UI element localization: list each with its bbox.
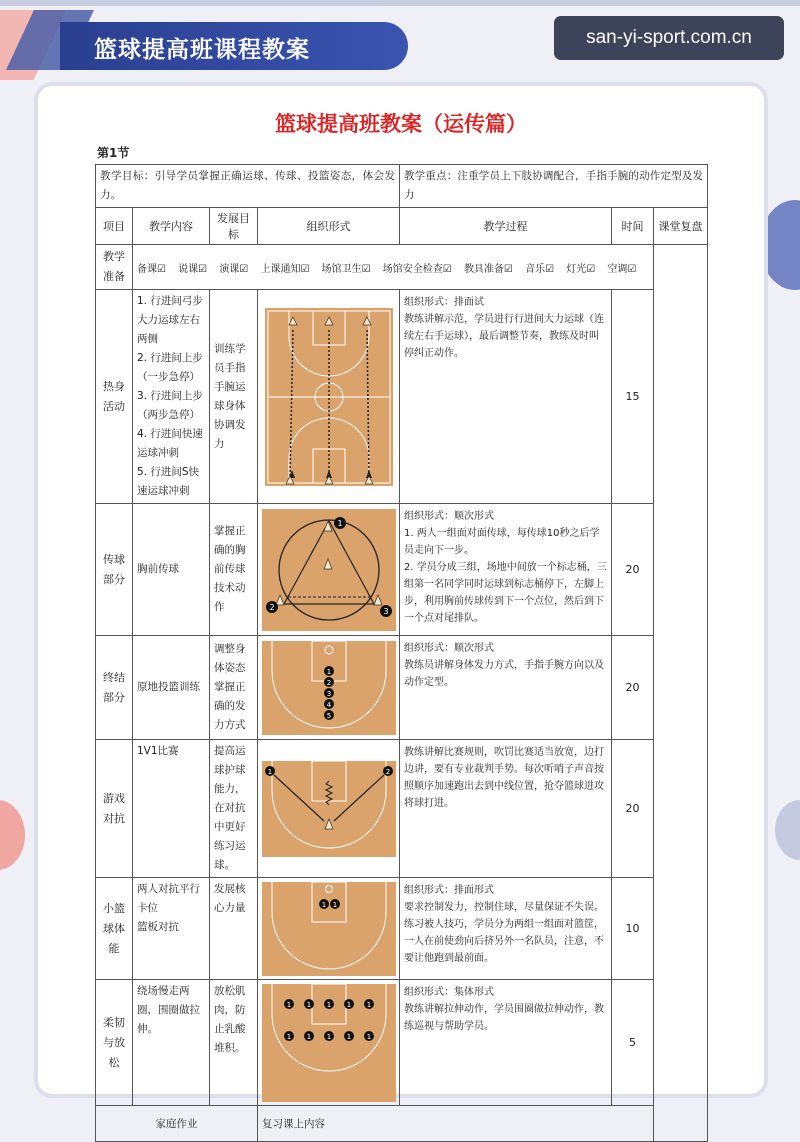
diagram-fitness: [258, 878, 400, 980]
process-line: 组织形式：排面试: [404, 297, 484, 308]
content-finishing: 原地投篮训练: [133, 636, 210, 740]
svg-text:1: 1: [336, 518, 343, 528]
stage-game: 游戏对抗: [96, 740, 133, 878]
lesson-plan-table: [95, 164, 708, 1142]
time-fitness: 10: [612, 878, 654, 980]
player-marker: [284, 999, 294, 1009]
svg-text:3: 3: [326, 689, 331, 698]
svg-text:2: 2: [385, 767, 390, 776]
svg-text:1: 1: [321, 900, 326, 909]
site-watermark: san-yi-sport.com.cn: [554, 16, 784, 60]
prep-check-item: 灯光☑: [566, 263, 596, 275]
decor-circle-right: [760, 200, 800, 290]
process-finishing: [400, 636, 612, 740]
player-marker: [364, 999, 374, 1009]
lesson-plan-card: [38, 86, 764, 1130]
prep-check-item: 场馆卫生☑: [321, 263, 371, 275]
player-marker: [304, 999, 314, 1009]
prep-check-item: 备课☑: [137, 263, 166, 275]
process-line: 组织形式：顺次形式: [404, 643, 494, 654]
court-diagram-box-out: [262, 882, 396, 976]
content-line: 5. 行进间S快速运球冲刺: [137, 466, 200, 497]
teaching-focus: 教学重点：注重学员上下肢协调配合，手指手腕的动作定型及发力: [400, 165, 708, 208]
court-diagram-passing: [262, 509, 396, 631]
svg-text:1: 1: [306, 1000, 311, 1009]
review-cell: [654, 245, 708, 1142]
header-item: 项目: [96, 208, 133, 245]
svg-text:1: 1: [286, 1032, 291, 1041]
top-strip: [0, 0, 800, 6]
court-diagram-stretch: [262, 984, 396, 1102]
svg-text:5: 5: [326, 711, 331, 720]
player-marker: [324, 677, 334, 687]
diagram-game: [258, 740, 400, 878]
content-line: 3. 行进间上步（两步急停）: [137, 390, 203, 421]
content-warmup: [133, 290, 210, 504]
process-line: 组织形式：排面形式: [404, 885, 494, 896]
player-marker: [304, 1031, 314, 1041]
diagram-passing: [258, 504, 400, 636]
header-time: 时间: [612, 208, 654, 245]
process-passing: [400, 504, 612, 636]
header-content: 教学内容: [133, 208, 210, 245]
prep-check-item: 场馆安全检查☑: [382, 263, 452, 275]
player-marker: [324, 999, 334, 1009]
svg-text:2: 2: [268, 602, 275, 612]
time-warmup: 15: [612, 290, 654, 504]
homework-value: 复习课上内容: [258, 1106, 708, 1142]
player-marker: [324, 1031, 334, 1041]
stage-passing: 传球部分: [96, 504, 133, 636]
player-marker: [324, 699, 334, 709]
process-line: 组织形式：顺次形式: [404, 511, 494, 522]
prep-checklist: [133, 245, 654, 290]
diagram-finishing: [258, 636, 400, 740]
goal-cooldown: 放松肌肉，防止乳酸堆积。: [210, 980, 258, 1106]
player-marker: [265, 766, 275, 776]
player-marker: [364, 1031, 374, 1041]
stage-cooldown: 柔韧与放松: [96, 980, 133, 1106]
player-marker: [334, 517, 346, 529]
time-cooldown: 5: [612, 980, 654, 1106]
decor-circle-right-lower: [775, 800, 800, 860]
player-marker: [324, 710, 334, 720]
prep-check-item: 教具准备☑: [463, 263, 513, 275]
svg-text:1: 1: [286, 1000, 291, 1009]
svg-text:3: 3: [382, 606, 389, 616]
prep-check-item: 空调☑: [607, 263, 637, 275]
player-marker: [266, 601, 278, 613]
court-diagram-dribble: [265, 308, 393, 486]
svg-text:1: 1: [326, 1000, 331, 1009]
process-fitness: [400, 878, 612, 980]
player-marker: [344, 1031, 354, 1041]
court-floor: [262, 882, 396, 976]
prep-check-item: 音乐☑: [525, 263, 555, 275]
stage-finishing: 终结部分: [96, 636, 133, 740]
player-marker: [324, 666, 334, 676]
svg-text:1: 1: [366, 1032, 371, 1041]
time-finishing: 20: [612, 636, 654, 740]
content-line: 两人对抗平行卡位: [137, 883, 200, 914]
svg-text:1: 1: [326, 1032, 331, 1041]
court-diagram-1v1: [262, 761, 396, 857]
svg-text:1: 1: [366, 1000, 371, 1009]
goal-passing: 掌握正确的胸前传球技术动作: [210, 504, 258, 636]
process-line: 教练讲解拉伸动作，学员围圈做拉伸动作，教练巡视与帮助学员。: [404, 1004, 604, 1032]
prep-check-item: 演课☑: [219, 263, 249, 275]
player-marker: [383, 766, 393, 776]
document-title: 篮球提高班教案（运传篇）: [275, 112, 527, 136]
svg-text:1: 1: [267, 767, 272, 776]
header-org: 组织形式: [258, 208, 400, 245]
svg-text:1: 1: [332, 900, 337, 909]
prep-check-item: 说课☑: [178, 263, 208, 275]
diagram-cooldown: [258, 980, 400, 1106]
time-passing: 20: [612, 504, 654, 636]
svg-text:1: 1: [346, 1032, 351, 1041]
process-line: 教练讲解示范，学员进行行进间大力运球（连续左右手运球），最后调整节奏，教练及时叫停纠正动作。: [404, 314, 604, 359]
process-line: 教练员讲解身体发力方式，手指手腕方向以及动作定型。: [404, 660, 604, 688]
process-warmup: [400, 290, 612, 504]
process-line: 1. 两人一组面对面传球，每传球10秒之后学员走向下一步。: [404, 528, 600, 556]
player-marker: [344, 999, 354, 1009]
process-line: 组织形式：集体形式: [404, 987, 494, 998]
content-fitness: [133, 878, 210, 980]
content-game: 1V1比赛: [133, 740, 210, 878]
player-marker: [330, 899, 340, 909]
content-passing: 胸前传球: [133, 504, 210, 636]
goal-finishing: 调整身体姿态掌握正确的发力方式: [210, 636, 258, 740]
content-cooldown: 绕场慢走两圈，围圈做拉伸。: [133, 980, 210, 1106]
banner-title: 篮球提高班课程教案: [94, 37, 310, 63]
player-marker: [324, 688, 334, 698]
svg-text:1: 1: [346, 1000, 351, 1009]
content-line: 篮板对抗: [137, 921, 179, 933]
prep-label: 教学准备: [96, 245, 133, 290]
goal-fitness: 发展核心力量: [210, 878, 258, 980]
content-line: 2. 行进间上步（一步急停）: [137, 352, 203, 383]
header-process: 教学过程: [400, 208, 612, 245]
decor-circle-left: [0, 800, 25, 870]
header-dev-goal: 发展目标: [210, 208, 258, 245]
goal-game: 提高运球护球能力，在对抗中更好练习运球。: [210, 740, 258, 878]
svg-text:1: 1: [306, 1032, 311, 1041]
stage-warmup: 热身活动: [96, 290, 133, 504]
header-review: 课堂复盘: [654, 208, 708, 245]
process-line: 教练讲解比赛规则，吹罚比赛适当放宽，边打边讲，要有专业裁判手势。每次听哨子声音按照顺序加速跑出去到中线位置，抢夺篮球进攻将球打进。: [404, 747, 604, 809]
process-cooldown: [400, 980, 612, 1106]
teaching-goal: 教学目标：引导学员掌握正确运球、传球、投篮姿态，体会发力。: [96, 165, 400, 208]
process-line: 要求控制发力，控制住球，尽量保证不失误。练习被人技巧，学员分为两组一组面对篮筐，一人在前使劲向后挤另外一名队员，注意，不要让他跑到最前面。: [404, 902, 604, 964]
header-banner: [60, 22, 408, 70]
homework-label: 家庭作业: [96, 1106, 258, 1142]
prep-check-item: 上课通知☑: [260, 263, 310, 275]
section-label: 第1节: [97, 146, 130, 160]
court-diagram-shooting: [262, 641, 396, 735]
player-marker: [284, 1031, 294, 1041]
process-game: [400, 740, 612, 878]
diagram-warmup: [258, 290, 400, 504]
process-line: 2. 学员分成三组，场地中间放一个标志桶，三组第一名同学同时运球到标志桶停下，左脚上步，利用胸前传球传到下一个点位，然后到下一个点对尾排队。: [404, 562, 607, 624]
time-game: 20: [612, 740, 654, 878]
svg-text:4: 4: [326, 700, 331, 709]
goal-warmup: 训练学员手指手腕运球身体协调发力: [210, 290, 258, 504]
stage-fitness: 小篮球体能: [96, 878, 133, 980]
content-line: 1. 行进间弓步大力运球左右两侧: [137, 295, 203, 345]
content-line: 4. 行进间快速运球冲刺: [137, 428, 203, 459]
court-floor: [262, 761, 396, 857]
player-marker: [380, 605, 392, 617]
svg-text:1: 1: [326, 667, 331, 676]
svg-text:2: 2: [326, 678, 331, 687]
player-marker: [319, 899, 329, 909]
